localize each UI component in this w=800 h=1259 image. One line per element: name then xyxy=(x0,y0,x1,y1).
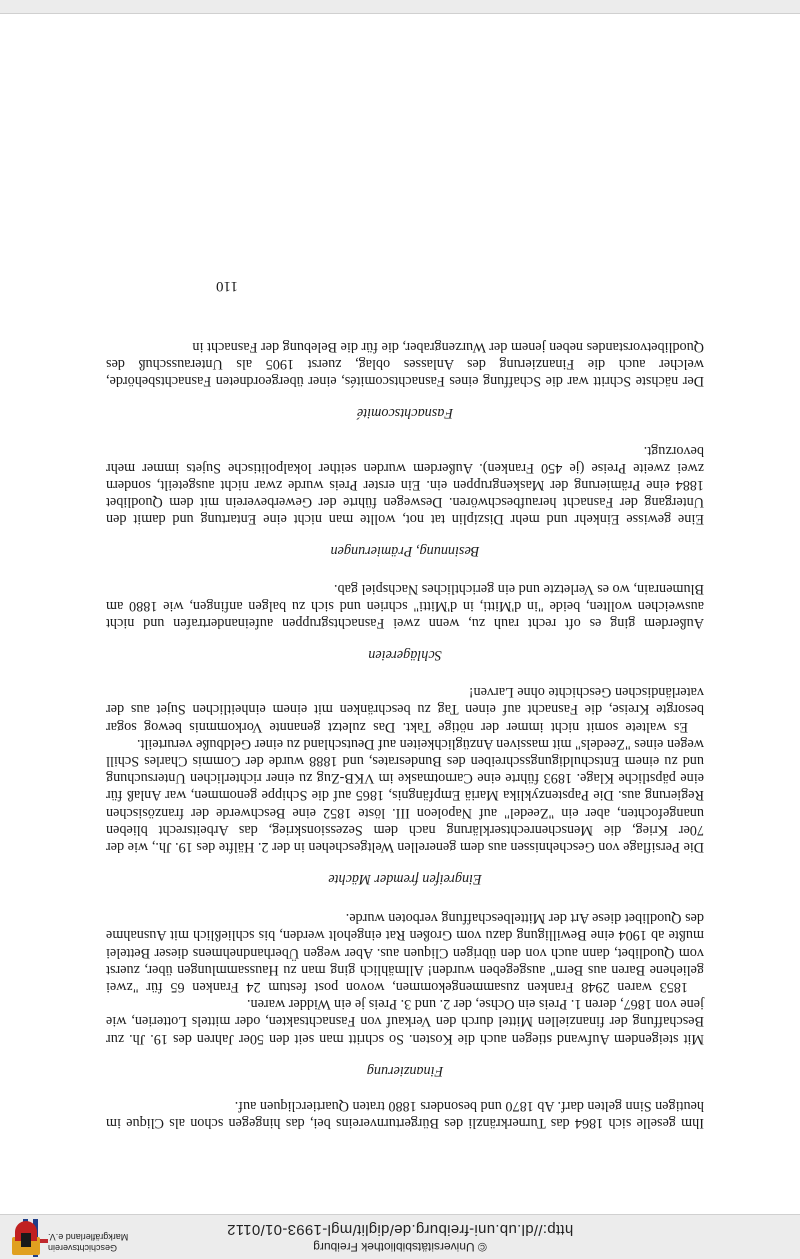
paragraph-schaffung: Der nächste Schritt war die Schaffung eines Fasnachtscomités, einer übergeordneten Fasnachtsbehörde, welcher auch die Finanzierung des Anlasses oblag, zuerst 1905 als Unterausschuß des Quodlibetvorstandes neben jenem der Wurzengraber, die für die Belebung der Fasnacht in xyxy=(106,338,704,390)
coat-of-arms-icon xyxy=(12,1219,40,1255)
paragraph-clique: Ihm geselle sich 1864 das Turnerkränzli des Bürgerturnvereins bei, das hingegen schon als Clique im heutigen Sinn gelten darf. Ab 1870 und besonders 1880 traten Quartiercliquen auf. xyxy=(106,1097,704,1131)
book-page xyxy=(106,277,704,1131)
paragraph-besinnung: Eine gewisse Einkehr und mehr Disziplin tat not, wollte man nicht eine Entartung und damit den Untergang der Fasnacht heraufbeschwören. Deswegen führte der Gewerbeverein mit dem Quodlibet 1884 eine Prämierung der Maskengruppen ein. Ein erster Preis wurde zwar nicht ausgeteilt, sondern zwei zweite Preise (je 450 Franken). Außerdem wurden seither lokalpolitische Sujets immer mehr bevorzugt. xyxy=(106,442,704,528)
copyright-text: © Universitätsbibliothek Freiburg xyxy=(313,1240,487,1254)
heading-eingreifen: Eingreifen fremder Mächte xyxy=(328,870,482,887)
heading-finanzierung: Finanzierung xyxy=(366,1062,444,1079)
paragraph-persiflage-2: Es waltete somit nicht immer der nötige Takt. Das zuletzt genannte Vorkommnis bewog sogar besorgte Kreise, die Fasnacht auf einen Tag zu beschränken mit einem einheitlichen Sujet aus der vaterländischen Geschichte ohne Larven! xyxy=(106,684,704,735)
viewer-header-bar xyxy=(0,1214,800,1259)
viewer-footer-bar xyxy=(0,0,800,14)
viewer-source-info xyxy=(180,1220,620,1254)
heading-fasnachtscomite: Fasnachtscomité xyxy=(356,405,454,422)
heading-schlaegereien: Schlägereien xyxy=(368,646,442,663)
heading-besinnung: Besinnung, Prämierungen xyxy=(330,543,480,560)
source-url[interactable]: http://dl.ub.uni-freiburg.de/diglit/mgl-1993-01/0112 xyxy=(226,1221,574,1238)
paragraph-finanzierung-1: Mit steigendem Aufwand stiegen auch die Kosten. So schritt man seit den 50er Jahren des 19. Jh. zur Beschaffung der finanziellen Mittel durch den Verkauf von Fasnachtsakten, oder mittels Lotterien, wie jene von 1867, deren 1. Preis ein Ochse, der 2. und 3. Preis je ein Widder waren. xyxy=(106,996,704,1047)
page-number: 110 xyxy=(216,277,238,294)
paragraph-finanzierung-2: 1853 waren 2948 Franken zusammengekommen, wovon post festum 24 Franken 65 für "zwei geliehene Baren aus Bern" ausgegeben wurden! Allmählich ging man zu Haussammlungen über, zuerst vom Quodlibet, dann auch von den übrigen Cliquen aus. Aber wegen Überhandnehmens dieser Bettelei mußte ab 1904 eine Bewilligung dazu vom Großen Rat eingeholt werden, bis schließlich mit Ausnahme des Quodlibet diese Art der Mittelbeschaffung verboten wurde. xyxy=(106,910,704,995)
paragraph-persiflage-1: Die Persiflage von Geschehnissen aus dem generellen Weltgeschehen in der 2. Hälfte des 19. Jh., wie der 70er Krieg, die Menschenrechtserklärung nach dem Sezessionskrieg, das Arbeitsrecht blieben unangefochten, aber ein "Zeedel" auf Napoleon III. löste 1852 eine Beschwerde der französischen Regierung aus. Die Papstenzyklika Mariä Empfängnis, 1865 auf die Schippe genommen, war Anlaß für eine päpstliche Klage. 1893 führte eine Carnotmaske im VKB-Zug zu einer richterlichen Untersuchung und zu einem Entschuldigungsschreiben des Bundesrates, und 1888 wurde der Commis Charles Schill wegen eines "Zeedels" mit massiven Anzüglichkeiten auf Deutschland zu einer Geldbuße verurteilt. xyxy=(106,735,704,855)
paragraph-schlaegereien: Außerdem ging es oft recht rauh zu, wenn zwei Fasnachtsgruppen aufeinandertrafen und nicht ausweichen wollten, beide "in d'Mitti, in d'Mitti" schrien und sich zu balgen anfingen, wie 1880 am Blumenrain, wo es Verletzte und ein gerichtliches Nachspiel gab. xyxy=(106,580,704,631)
society-name: Geschichtsverein Markgräflerland e.V. xyxy=(48,1232,129,1253)
